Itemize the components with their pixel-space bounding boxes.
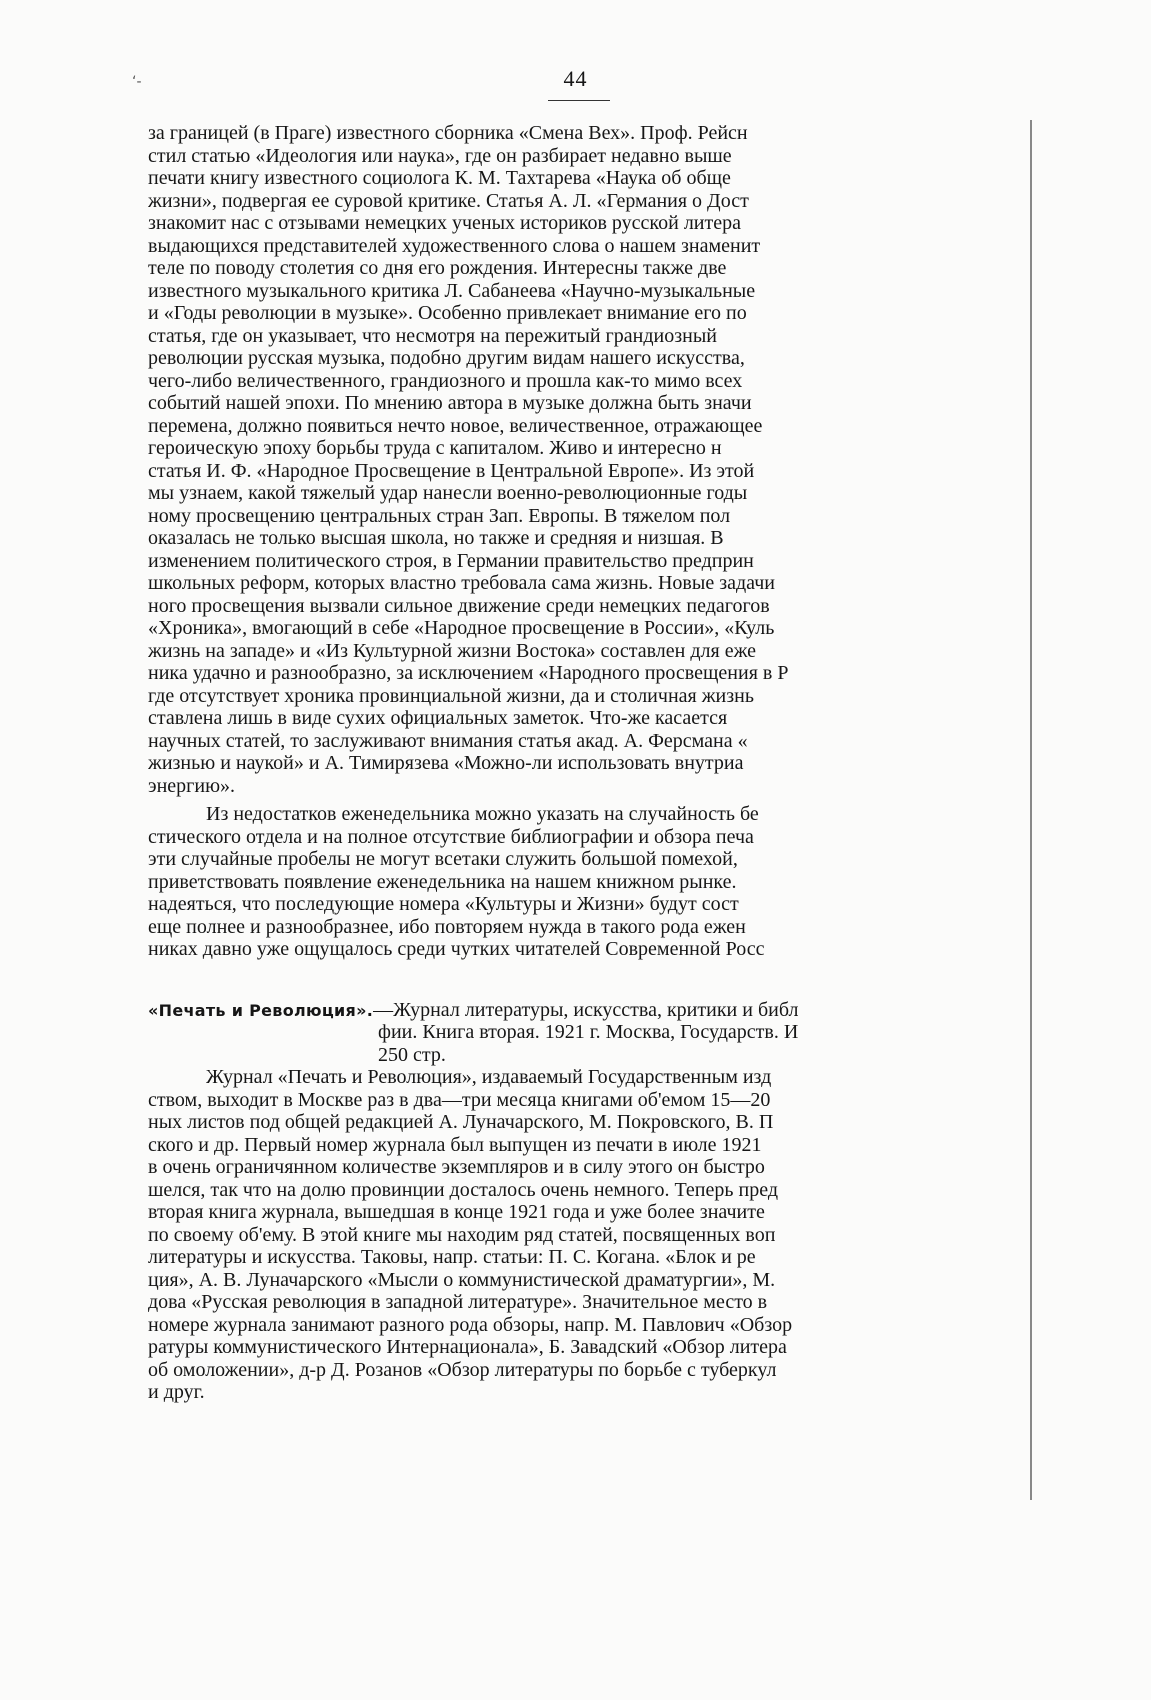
text-line: и «Годы революции в музыке». Особенно привлекает внимание его по bbox=[148, 302, 747, 324]
text-line: номере журнала занимают разного рода обзоры, напр. М. Павлович «Обзор bbox=[148, 1313, 793, 1336]
text-line: жизнь на западе» и «Из Культурной жизни Востока» составлен для еже bbox=[148, 639, 757, 662]
text-line: жизни», подвергая ее суровой критике. Статья А. Л. «Германия о Дост bbox=[148, 189, 749, 212]
paragraph-review bbox=[148, 1066, 1028, 1404]
text-line: ника удачно и разнообразно, за исключением «Народного просвещения в Р bbox=[148, 662, 789, 684]
paragraph-culture-and-life bbox=[148, 122, 1028, 797]
text-line: мы узнаем, какой тяжелый удар нанесли военно-революционные годы bbox=[148, 482, 748, 504]
text-line: шелся, так что на долю провинции досталось очень немного. Теперь пред bbox=[148, 1178, 778, 1201]
text-line: жизнью и наукой» и А. Тимирязева «Можно-ли использовать внутриа bbox=[148, 752, 744, 774]
text-line: научных статей, то заслуживают внимания статья акад. А. Ферсмана « bbox=[148, 729, 748, 752]
review-title: «Печать и Революция». bbox=[148, 1000, 374, 1020]
spacer bbox=[148, 961, 1028, 999]
text-line: революции русская музыка, подобно другим видам нашего искусства, bbox=[148, 347, 745, 369]
text-line: об омоложении», д-р Д. Розанов «Обзор литературы по борьбе с туберкул bbox=[148, 1358, 777, 1381]
text-line: за границей (в Праге) известного сборника «Смена Вех». Проф. Рейсн bbox=[148, 122, 748, 144]
text-line: никах давно уже ощущалось среди чутких читателей Современной Росс bbox=[148, 938, 765, 960]
text-line: 250 стр. bbox=[378, 1043, 446, 1066]
corner-mark: ‘- bbox=[132, 74, 142, 90]
text-line: ством, выходит в Москве раз в два—три месяца книгами об'емом 15—20 bbox=[148, 1088, 771, 1111]
text-line: ному просвещению центральных стран Зап. Европы. В тяжелом пол bbox=[148, 504, 731, 527]
review-lead-line bbox=[148, 999, 1028, 1022]
text-line: ского и др. Первый номер журнала был выпущен из печати в июле 1921 bbox=[148, 1133, 762, 1156]
text-line: по своему об'ему. В этой книге мы находим ряд статей, посвященных воп bbox=[148, 1223, 776, 1246]
text-line: где отсутствует хроника провинциальной жизни, да и столичная жизнь bbox=[148, 684, 754, 707]
text-line: ратуры коммунистического Интернационала», Б. Завадский «Обзор литера bbox=[148, 1336, 787, 1358]
text-line: энергию». bbox=[148, 774, 236, 797]
binding-edge-line bbox=[1030, 120, 1032, 1500]
text-line: дова «Русская революция в западной литературе». Значительное место в bbox=[148, 1291, 768, 1313]
text-line: героическую эпоху борьбы труда с капиталом. Живо и интересно н bbox=[148, 437, 722, 459]
text-line: ного просвещения вызвали сильное движение среди немецких педагогов bbox=[148, 594, 770, 617]
review-heading bbox=[148, 999, 1028, 1067]
text-line: эти случайные пробелы не могут всетаки служить большой помехой, bbox=[148, 848, 738, 870]
text-line: еще полнее и разнообразнее, ибо повторяем нужда в такого рода ежен bbox=[148, 915, 746, 938]
text-line: «Хроника», вмогающий в себе «Народное просвещение в России», «Куль bbox=[148, 617, 775, 639]
text-line: чего-либо величественного, грандиозного и прошла как-то мимо всех bbox=[148, 369, 743, 392]
text-line: ставлена лишь в виде сухих официальных заметок. Что-же касается bbox=[148, 707, 728, 729]
text-line: вторая книга журнала, вышедшая в конце 1921 года и уже более значите bbox=[148, 1201, 765, 1223]
text-line: и друг. bbox=[148, 1381, 205, 1403]
text-line: Из недостатков еженедельника можно указать на случайность бе bbox=[206, 803, 759, 825]
text-line: изменением политического строя, в Германии правительство предприн bbox=[148, 549, 754, 572]
page-number-rule bbox=[548, 100, 610, 101]
text-line: приветствовать появление еженедельника на нашем книжном рынке. bbox=[148, 870, 737, 893]
text-line: в очень ограничянном количестве экземпляров и в силу этого он быстро bbox=[148, 1156, 765, 1178]
text-line: перемена, должно появиться нечто новое, величественное, отражающее bbox=[148, 414, 763, 437]
text-line: ция», А. В. Луначарского «Мысли о коммунистической драматургии», М. bbox=[148, 1268, 776, 1291]
text-line: статья, где он указывает, что несмотря на пережитый грандиозный bbox=[148, 324, 717, 347]
text-line: ных листов под общей редакцией А. Луначарского, М. Покровского, В. П bbox=[148, 1111, 774, 1133]
text-line: фии. Книга вторая. 1921 г. Москва, Государств. И bbox=[378, 1021, 799, 1043]
text-block bbox=[148, 122, 1028, 1404]
review-lead-rest: —Журнал литературы, искусства, критики и библ bbox=[373, 998, 799, 1021]
text-line: знакомит нас с отзывами немецких ученых историков русской литера bbox=[148, 212, 741, 234]
text-line: школьных реформ, которых властно требовала сама жизнь. Новые задачи bbox=[148, 572, 775, 594]
text-line: статья И. Ф. «Народное Просвещение в Центральной Европе». Из этой bbox=[148, 459, 755, 482]
paragraph-shortcomings bbox=[148, 803, 1028, 961]
text-line: надеяться, что последующие номера «Культуры и Жизни» будут сост bbox=[148, 893, 739, 915]
text-line: выдающихся представителей художественного слова о нашем знаменит bbox=[148, 234, 761, 257]
text-line: известного музыкального критика Л. Сабанеева «Научно-музыкальные bbox=[148, 279, 756, 302]
text-line: стического отдела и на полное отсутствие библиографии и обзора печа bbox=[148, 825, 754, 848]
text-line: событий нашей эпохи. По мнению автора в музыке должна быть значи bbox=[148, 392, 752, 414]
text-line: стил статью «Идеология или наука», где он разбирает недавно выше bbox=[148, 144, 732, 167]
text-line: оказалась не только высшая школа, но также и средняя и низшая. В bbox=[148, 527, 724, 549]
text-line: теле по поводу столетия со дня его рождения. Интересны также две bbox=[148, 257, 727, 279]
page-number: 44 bbox=[563, 66, 588, 91]
text-line: литературы и искусства. Таковы, напр. статьи: П. С. Когана. «Блок и ре bbox=[148, 1246, 756, 1268]
text-line: печати книгу известного социолога К. М. Тахтарева «Наука об обще bbox=[148, 167, 731, 189]
text-line: Журнал «Печать и Революция», издаваемый Государственным изд bbox=[206, 1066, 772, 1088]
